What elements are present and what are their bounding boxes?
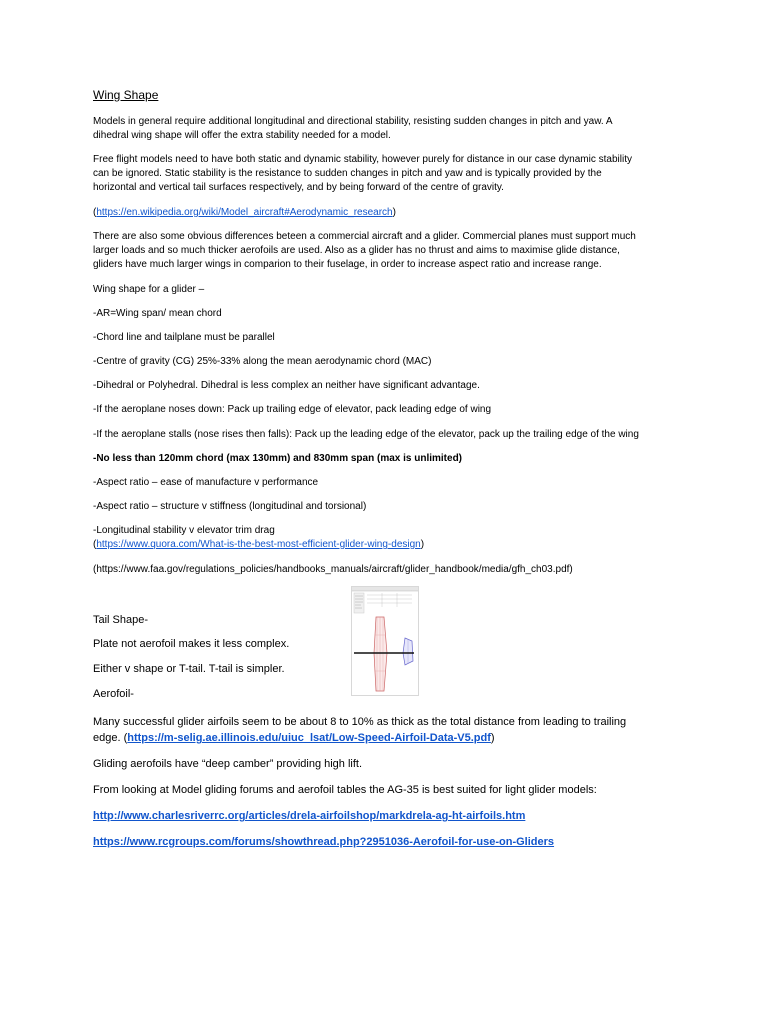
quora-link[interactable]: https://www.quora.com/What-is-the-best-most-efficient-glider-wing-design [96,539,421,550]
list-item: -AR=Wing span/ mean chord [93,308,222,319]
wing-p2-line1: Free flight models need to have both static and dynamic stability, however purely for distance in our case dynamic stability [93,154,632,165]
aerofoil-p3: From looking at Model gliding forums and aerofoil tables the AG-35 is best suited for light glider models: [93,784,597,796]
paren-close: ) [420,539,425,550]
wing-p3-line1: There are also some obvious differences beteen a commercial aircraft and a glider. Commercial planes must support much [93,231,636,242]
charlesriverrc-link-line [93,808,525,824]
wikipedia-link-line [93,206,396,220]
selig-link[interactable]: https://m-selig.ae.illinois.edu/uiuc_lsat/Low-Speed-Airfoil-Data-V5.pdf [127,732,491,744]
wing-p2-line2: can be ignored. Static stability is the resistance to sudden changes in pitch and yaw and is typically provided by the [93,168,602,179]
charlesriverrc-link[interactable]: http://www.charlesriverrc.org/articles/drela-airfoilshop/markdrela-ag-ht-airfoils.htm [93,810,526,822]
paren-open: ( [93,207,97,218]
wing-p1-line2: dihedral wing shape will offer the extra stability needed for a model. [93,130,391,141]
wing-p2-line3: horizontal and vertical tail surfaces respectively, and by being forward of the centre of gravity. [93,182,504,193]
list-item: -Chord line and tailplane must be parallel [93,332,275,343]
list-item: -Aspect ratio – structure v stiffness (longitudinal and torsional) [93,501,367,512]
wing-shape-heading: Wing Shape [93,88,159,102]
list-item: -Longitudinal stability v elevator trim drag [93,525,275,536]
paren-open: ( [93,539,97,550]
faa-reference: (https://www.faa.gov/regulations_policies/handbooks_manuals/aircraft/glider_handbook/media/gfh_ch03.pdf) [93,564,573,575]
wing-p3-line2: larger loads and so much thicker aerofoils are used. Also as a glider has no thrust and aims to maximise glide distance, [93,245,620,256]
tail-line1: Plate not aerofoil makes it less complex. [93,638,290,650]
aerofoil-heading: Aerofoil- [93,688,134,700]
quora-link-line [93,538,424,552]
aerofoil-p1-line1: Many successful glider airfoils seem to be about 8 to 10% as thick as the total distance from leading to trailing [93,716,627,728]
tail-line2: Either v shape or T-tail. T-tail is simpler. [93,663,285,675]
text-suffix: ) [490,732,495,744]
wing-list-title: Wing shape for a glider – [93,284,205,295]
list-item: -If the aeroplane stalls (nose rises then falls): Pack up the leading edge of the elevator, pack up the trailing edge of the wing [93,429,639,440]
wing-p1-line1: Models in general require additional longitudinal and directional stability, resisting sudden changes in pitch and yaw. A [93,116,613,127]
rcgroups-link[interactable]: https://www.rcgroups.com/forums/showthread.php?2951036-Aerofoil-for-use-on-Gliders [93,836,555,848]
glider-planform-drawing [352,587,418,695]
tail-shape-heading: Tail Shape- [93,614,149,626]
list-item: -Centre of gravity (CG) 25%-33% along the mean aerodynamic chord (MAC) [93,356,432,367]
list-item: -Aspect ratio – ease of manufacture v performance [93,477,319,488]
glider-planform-image [351,586,419,696]
wing-p3-line3: gliders have much larger wings in comparion to their fuselage, in order to increase aspect ratio and increase range. [93,259,602,270]
wikipedia-link[interactable]: https://en.wikipedia.org/wiki/Model_aircraft#Aerodynamic_research [96,207,393,218]
aerofoil-p2: Gliding aerofoils have “deep camber” providing high lift. [93,758,363,770]
list-item: -If the aeroplane noses down: Pack up trailing edge of elevator, pack leading edge of wing [93,404,492,415]
list-item-bold: -No less than 120mm chord (max 130mm) and 830mm span (max is unlimited) [93,453,463,464]
aerofoil-p1-line2 [93,730,495,746]
rcgroups-link-line [93,834,554,850]
paren-close: ) [392,207,396,218]
list-item: -Dihedral or Polyhedral. Dihedral is less complex an neither have significant advantage. [93,380,480,391]
text-prefix: edge. ( [93,732,128,744]
